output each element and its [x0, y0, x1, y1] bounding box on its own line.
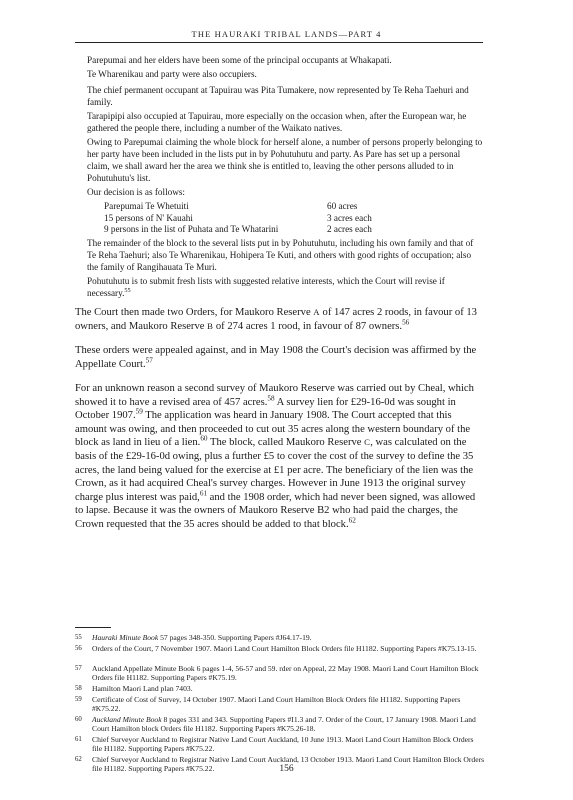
footnote-text: Chief Surveyor Auckland to Registrar Native Land Court Auckland, 13 October 1913. Maori Land Court Hamilton Block Orders file H1182. Supporting Papers #K75.22. — [92, 755, 485, 774]
text-run: of 147 acres 2 roods, in favour of 13 owners, and Maukoro Reserve — [75, 307, 477, 332]
decision-row — [104, 213, 372, 225]
footnote-text-run: 8 pages 331 and 343. Supporting Papers #I1.3 and 7. Order of the Court, 17 January 1908. Maori Land Court Hamilton block Orders file H1182. Supporting Papers #K75.26-18. — [92, 715, 476, 734]
footnote-text — [92, 633, 485, 642]
footnote — [75, 735, 485, 754]
footnote-number: 55 — [75, 634, 82, 641]
footnote — [75, 684, 485, 693]
text-run: A — [313, 307, 320, 317]
text-run: of 274 acres 1 rood, in favour of 87 owners. — [213, 320, 403, 332]
body-paragraph — [75, 344, 483, 371]
decision-table — [104, 201, 372, 236]
body-text — [75, 382, 483, 532]
quote-paragraph — [87, 238, 483, 274]
quote-text: Parepumai and her elders have been some of the principal occupants at Whakapati. — [87, 55, 392, 65]
text-run: , was calculated on the basis of the £29-16-0d owing, plus a further £5 to cover the cost of the survey to define the 35 acres, the land being valued for the exercise at £1 per acre. The beneficiary of the lien was the Crown, as it had acquired Cheal's survey charges. However in June 1913 the original survey charge plus interest was paid, — [75, 437, 474, 503]
text-run: The Court then made two Orders, for Maukoro Reserve — [75, 307, 314, 318]
footnote — [75, 715, 485, 734]
footnote — [75, 695, 485, 714]
footnote — [75, 664, 485, 683]
quote-text-run: Pohutuhutu is to submit fresh lists with suggested relative interests, which the Court will revise if necessary. — [87, 276, 445, 298]
quote-text: The remainder of the block to the several lists put in by Pohutuhutu, including his own family and that of Te Reha Taehuri; also Te Wharenikau, Hohipera Te Kuti, and others with good rights of occupation; also the family of Rangihauata Te Muri. — [87, 238, 474, 272]
decision-party: 9 persons in the list of Puhata and Te Whatarini — [104, 224, 279, 235]
decision-party: 15 persons of N' Kauahi — [104, 212, 193, 223]
text-run: A survey lien for £29-16-0d was sought in October 1907. — [75, 396, 456, 422]
text-run: These orders were appealed against, and in May 1908 the Court's decision was affirmed by the Appellate Court. — [75, 345, 477, 370]
text-run: For an unknown reason a second survey of Maukoro Reserve was carried out by Cheal, which showed it to have a revised area of 457 acres. — [75, 383, 474, 408]
footnote-number: 58 — [75, 685, 82, 692]
footnote-ref[interactable]: 55 — [124, 286, 131, 294]
quote-paragraph — [87, 137, 483, 185]
footnote-rule — [75, 627, 111, 628]
footnote-number: 60 — [75, 716, 82, 723]
text-run: The application was heard in January 1908. The Court accepted that this amount was owing, and then proceeded to cut out 35 acres along the western boundary of the block as land in lieu of a lien. — [75, 410, 471, 449]
decision-row — [104, 201, 372, 213]
decision-party: Parepumai Te Whetuiti — [104, 201, 189, 211]
footnote-text: Chief Surveyor Auckland to Registrar Native Land Court Auckland, 10 June 1913. Maori Land Court Hamilton Block Orders file H1182. Supporting Papers #K75.22. — [92, 735, 474, 754]
decision-area: 3 acres each — [327, 212, 372, 223]
body-paragraph — [75, 382, 483, 532]
text-run: The block, called Maukoro Reserve — [207, 437, 365, 449]
body-text — [75, 344, 483, 371]
footnote-ref[interactable]: 59 — [135, 407, 143, 416]
footnote — [75, 633, 485, 642]
footnote-text: Auckland Appellate Minute Book 6 pages 1-4, 56-57 and 59. rder on Appeal, 22 May 1908. Maori Land Court Hamilton Block Orders file H1182. Supporting Papers #K75.19. — [92, 664, 479, 683]
quote-text: Our decision is as follows: — [87, 187, 185, 197]
footnote-text-run: 57 pages 348-350. Supporting Papers #J64.17-19. — [158, 633, 312, 642]
running-head: THE HAURAKI TRIBAL LANDS—PART 4 — [191, 29, 382, 39]
footnote-number: 59 — [75, 696, 82, 703]
quote-paragraph — [87, 69, 483, 81]
body-text — [75, 306, 483, 333]
footnote-number: 62 — [75, 756, 82, 763]
decision-row — [104, 224, 372, 236]
footnote-number: 57 — [75, 665, 82, 672]
footnote-ref[interactable]: 60 — [200, 434, 208, 443]
quote-text — [87, 276, 483, 300]
quote-paragraph — [87, 187, 483, 199]
footnote-text — [92, 715, 485, 734]
footnote — [75, 644, 485, 653]
text-run: and the 1908 order, which had never been signed, was allowed to lapse. Because it was the owners of Maukoro Reserve B2 who had paid the charges, the Crown requested that the 35 acres should be added to that block. — [75, 491, 476, 530]
text-run: C — [364, 437, 371, 448]
quote-paragraph — [87, 276, 483, 300]
footnote-text: Hamilton Maori Land plan 7403. — [92, 684, 193, 693]
footnote-number: 56 — [75, 645, 82, 652]
quote-paragraph — [87, 85, 483, 109]
footnote-source: Hauraki Minute Book — [92, 633, 159, 642]
quote-text: Te Wharenikau and party were also occupiers. — [87, 69, 257, 79]
quote-paragraph — [87, 111, 483, 135]
footnote-ref[interactable]: 62 — [348, 516, 356, 525]
text-run: B — [207, 320, 214, 331]
body-paragraph — [75, 306, 483, 333]
quote-paragraph — [87, 55, 483, 67]
footnote-ref[interactable]: 56 — [402, 318, 410, 327]
footnote-ref[interactable]: 61 — [199, 489, 208, 498]
footnote-text: Orders of the Court, 7 November 1907. Maori Land Court Hamilton Block Orders file H1182. Supporting Papers #K75.13-15. — [92, 644, 477, 653]
footnote-ref[interactable]: 57 — [145, 356, 153, 365]
header-rule — [75, 42, 483, 43]
quote-text: The chief permanent occupant at Tapuirau was Pita Tumakere, now represented by Te Reha Taehuri and family. — [87, 85, 469, 107]
quote-text: Tarapipipi also occupied at Tapuirau, more especially on the occasion when, after the European war, he gathered the people there, including a number of the Waikato natives. — [87, 111, 467, 133]
decision-area: 60 acres — [327, 201, 358, 211]
footnote-source: Auckland Minute Book — [92, 715, 162, 724]
footnote-number: 61 — [75, 736, 82, 743]
decision-area: 2 acres each — [327, 224, 372, 235]
page-number: 156 — [279, 764, 294, 774]
footnote-text: Certificate of Cost of Survey, 14 October 1907. Maori Land Court Hamilton Block Orders file H1182. Supporting Papers #K75.22. — [92, 695, 461, 714]
footnote-ref[interactable]: 58 — [267, 394, 275, 403]
quote-text: Owing to Parepumai claiming the whole block for herself alone, a number of persons properly belonging to her party have been included in the lists put in by Pohutuhutu and party. As Pare has set up a personal claim, we shall award her the area we think she is entitled to, leaving the other persons alluded to in Pohutuhutu's list. — [87, 137, 483, 183]
